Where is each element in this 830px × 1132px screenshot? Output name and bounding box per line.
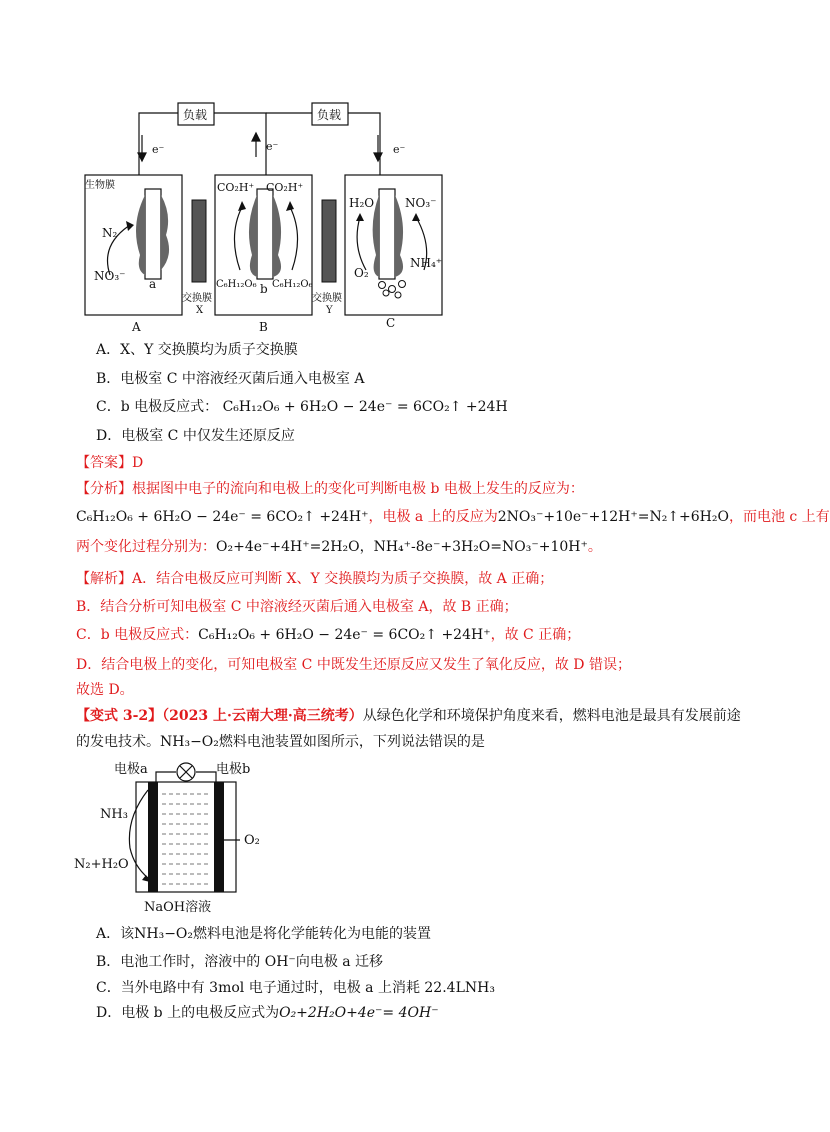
membrane-x <box>192 200 206 282</box>
jiexi-c-formula: C₆H₁₂O₆ + 6H₂O − 24e⁻ = 6CO₂↑ +24H⁺ <box>198 627 491 643</box>
electrode-b-plate <box>214 782 224 892</box>
q2-option-c: C．当外电路中有 3mol 电子通过时，电极 a 上消耗 22.4LNH₃ <box>96 980 495 996</box>
q1-option-b: B．电极室 C 中溶液经灭菌后通入电极室 A <box>96 371 365 387</box>
products-label: N₂+H₂O <box>74 857 129 872</box>
o2-label: O₂ <box>354 266 369 280</box>
q2-tag: 【变式 3-2】 <box>76 708 163 724</box>
analysis-eq-c1: O₂+4e⁻+4H⁺=2H₂O <box>216 539 360 555</box>
jiexi-c-tail: ，故 C 正确； <box>490 627 581 643</box>
analysis-end: 。 <box>587 539 602 555</box>
q2-stem-formula: NH₃−O₂ <box>160 734 219 750</box>
no3-label-a: NO₃⁻ <box>94 269 126 283</box>
no3-label-c: NO₃⁻ <box>405 196 437 210</box>
q2-stem-line1 <box>76 706 741 726</box>
q2-option-d-text: D．电极 b 上的电极反应式为 <box>96 1005 280 1021</box>
membrane-y <box>322 200 336 282</box>
membrane-x-label-2: X <box>196 305 204 316</box>
biofilm-label: 生物膜 <box>85 180 115 191</box>
electrolyte-dashes <box>162 794 210 884</box>
q2-option-a-text1: A．该 <box>96 926 135 942</box>
jiexi-d: D．结合电极上的变化，可知电极室 C 中既发生还原反应又发生了氧化反应，故 D 错误； <box>76 657 631 673</box>
jiexi-c <box>76 625 580 645</box>
analysis-mid-text: ，电极 a 上的反应为 <box>368 509 498 525</box>
chamber-c-label: C <box>386 316 396 330</box>
q1-option-c-formula: C₆H₁₂O₆ + 6H₂O − 24e⁻ = 6CO₂↑ +24H <box>222 399 508 415</box>
membrane-y-label <box>312 291 342 316</box>
q2-stem-text2b: 燃料电池装置如图所示，下列说法错误的是 <box>218 734 485 750</box>
o2-label: O₂ <box>244 833 260 848</box>
electron-label-b: e⁻ <box>266 140 279 153</box>
analysis-equations-line <box>76 507 830 527</box>
load-label-right: 负载 <box>317 108 342 122</box>
analysis-heading: 【分析】根据图中电子的流向和电极上的变化可判断电极 b 电极上发生的反应为： <box>76 481 584 497</box>
analysis-tail-text: ，而电池 c 上有 <box>728 509 830 525</box>
analysis-line3 <box>76 537 602 557</box>
co2h-label-left: CO₂H⁺ <box>217 181 255 194</box>
electrode-a-plate <box>148 782 158 892</box>
membrane-y-label-2: Y <box>326 305 333 316</box>
answer-label: 【答案】D <box>76 455 144 471</box>
electrode-b-label: 电极b <box>216 762 251 777</box>
n2-label: N₂ <box>102 226 118 240</box>
membrane-x-label <box>182 291 212 316</box>
q2-option-d <box>96 1003 439 1023</box>
nh3-label: NH₃ <box>100 807 128 822</box>
q1-option-a: A．X、Y 交换膜均为质子交换膜 <box>96 342 298 358</box>
q2-option-b: B．电池工作时，溶液中的 OH⁻向电极 a 迁移 <box>96 954 384 970</box>
q1-option-d: D．电极室 C 中仅发生还原反应 <box>96 428 295 444</box>
h2o-label: H₂O <box>349 196 375 210</box>
q2-stem-text1: 从绿色化学和环境保护角度来看，燃料电池是最具有发展前途 <box>362 708 741 724</box>
biofilm-shape <box>136 195 145 275</box>
q1-option-c-prefix: C．b 电极反应式： <box>96 399 219 415</box>
analysis-eq-c2: ，NH₄⁺-8e⁻+3H₂O=NO₃⁻+10H⁺ <box>359 539 588 555</box>
analysis-eq-b: C₆H₁₂O₆ + 6H₂O − 24e⁻ = 6CO₂↑ +24H⁺ <box>76 509 369 525</box>
q2-stem-text2a: 的发电技术。 <box>76 734 160 750</box>
q2-option-a-formula: NH₃−O₂ <box>134 926 194 942</box>
three-chamber-cell-diagram <box>80 95 480 335</box>
fuel-cell-diagram <box>70 758 290 918</box>
electron-label-a: e⁻ <box>152 143 165 156</box>
q2-source: （2023 上·云南大理·高三统考） <box>162 708 363 724</box>
electron-label-c: e⁻ <box>393 143 406 156</box>
membrane-y-label-1: 交换膜 <box>312 293 342 304</box>
analysis-eq-a: 2NO₃⁻+10e⁻+12H⁺=N₂↑+6H₂O <box>497 509 729 525</box>
analysis-line3-text: 两个变化过程分别为： <box>76 539 216 555</box>
chamber-a-label: A <box>132 320 141 334</box>
glucose-label-right: C₆H₁₂O₆ <box>272 279 313 290</box>
glucose-label-left: C₆H₁₂O₆ <box>216 279 257 290</box>
electrode-a-label: a <box>149 277 157 291</box>
chamber-b-label: B <box>259 320 268 334</box>
q2-option-a-text2: 燃料电池是将化学能转化为电能的装置 <box>193 926 432 942</box>
electrode-a-label: 电极a <box>114 762 148 777</box>
membrane-x-label-1: 交换膜 <box>182 293 212 304</box>
jiexi-c-prefix: C．b 电极反应式： <box>76 627 199 643</box>
q1-option-c <box>96 397 508 417</box>
conclusion: 故选 D。 <box>76 682 134 698</box>
jiexi-a: 【解析】A．结合电极反应可判断 X、Y 交换膜均为质子交换膜，故 A 正确； <box>76 571 554 587</box>
q2-option-d-formula: O₂+2H₂O+4e⁻= 4OH⁻ <box>279 1005 439 1021</box>
nh4-label: NH₄⁺ <box>410 256 443 270</box>
electrode-b-label: b <box>260 282 268 296</box>
naoh-label: NaOH溶液 <box>144 900 212 915</box>
load-label-left: 负载 <box>183 108 208 122</box>
jiexi-b: B．结合分析可知电极室 C 中溶液经灭菌后通入电极室 A，故 B 正确； <box>76 599 518 615</box>
co2h-label-right: CO₂H⁺ <box>266 181 304 194</box>
q2-option-a <box>96 924 431 944</box>
q2-stem-line2 <box>76 732 485 752</box>
